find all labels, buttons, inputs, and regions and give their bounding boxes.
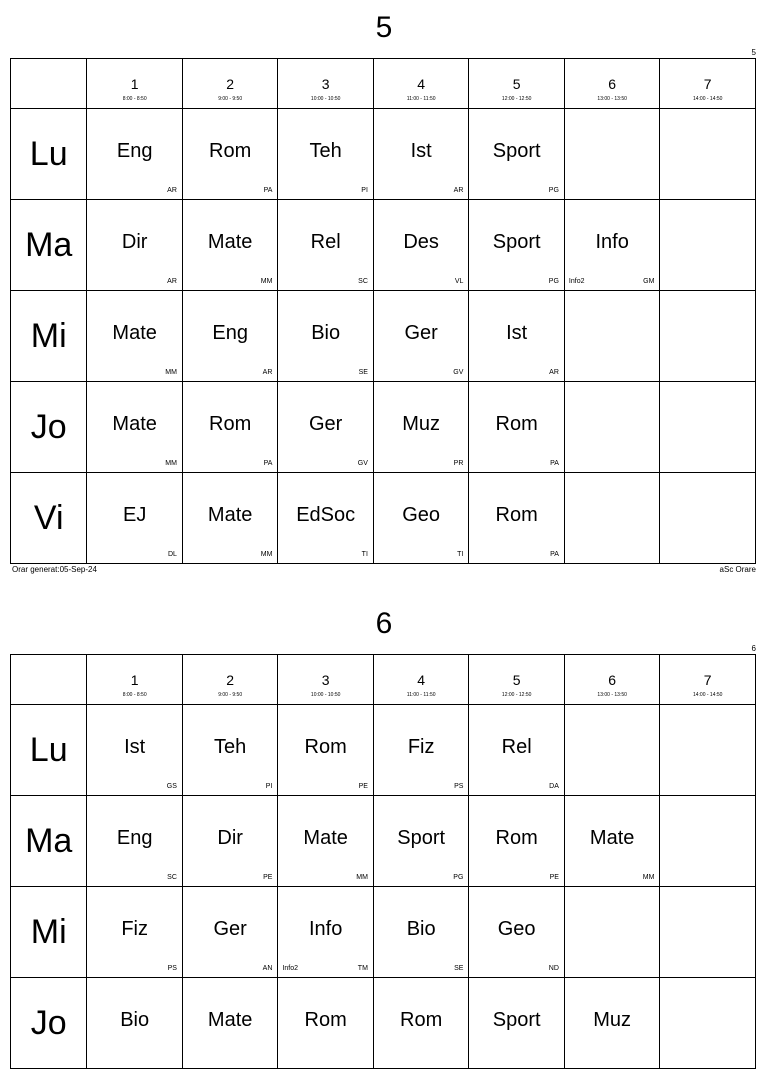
teacher-code: PG	[453, 874, 464, 881]
teacher-code: PE	[549, 874, 559, 881]
period-time: 12:00 - 12:50	[501, 96, 532, 102]
teacher-code: PG	[548, 187, 559, 194]
day-row	[11, 109, 756, 200]
day-label: Vi	[33, 499, 64, 537]
period-time: 9:00 - 9:50	[218, 692, 243, 698]
lesson-cell	[373, 382, 469, 473]
subject-label: Mate	[207, 504, 253, 526]
teacher-code: PI	[361, 187, 368, 194]
subject-label: Mate	[112, 413, 157, 435]
subject-label: Mate	[207, 1009, 253, 1031]
lesson-cell	[373, 473, 469, 564]
period-header	[182, 655, 278, 705]
teacher-code: PA	[263, 187, 273, 194]
period-header	[660, 655, 756, 705]
teacher-code: SE	[358, 369, 368, 376]
day-label: Lu	[29, 731, 68, 769]
timetable-title: 6	[375, 607, 393, 640]
generated-date-footer: Orar generat:05-Sep-24	[12, 565, 97, 574]
day-row	[11, 473, 756, 564]
teacher-code: MM	[260, 551, 273, 558]
period-time: 14:00 - 14:50	[692, 96, 723, 102]
period-header	[564, 655, 660, 705]
lesson-cell	[564, 978, 660, 1069]
lesson-cell	[182, 109, 278, 200]
lesson-cell	[564, 200, 660, 291]
lesson-cell	[564, 705, 660, 796]
subject-label: Bio	[406, 918, 436, 940]
period-number: 1	[130, 76, 139, 92]
lesson-cell	[278, 200, 374, 291]
subject-label: Mate	[207, 231, 253, 253]
lesson-cell	[182, 473, 278, 564]
timetable-grid	[10, 58, 756, 564]
period-number: 6	[608, 672, 617, 688]
lesson-cell	[564, 796, 660, 887]
timetable-title: 5	[375, 11, 393, 44]
timetable-corner-label: 5	[751, 48, 756, 57]
lesson-cell	[278, 705, 374, 796]
lesson-cell	[660, 705, 756, 796]
lesson-cell	[182, 705, 278, 796]
day-row	[11, 291, 756, 382]
teacher-code: GM	[643, 278, 655, 285]
period-number: 4	[417, 76, 426, 92]
period-time: 11:00 - 11:50	[406, 96, 436, 102]
lesson-cell	[660, 382, 756, 473]
lesson-cell	[660, 200, 756, 291]
lesson-cell	[469, 705, 565, 796]
period-header	[278, 655, 374, 705]
day-cell	[11, 887, 87, 978]
lesson-cell	[373, 978, 469, 1069]
teacher-code: PA	[550, 460, 559, 467]
lesson-cell	[660, 978, 756, 1069]
lesson-cell	[87, 705, 183, 796]
lesson-cell	[373, 109, 469, 200]
subject-label: Ist	[124, 736, 146, 758]
subject-label: Geo	[497, 918, 536, 940]
subject-label: Muz	[593, 1009, 632, 1031]
day-row	[11, 200, 756, 291]
subject-label: Ger	[213, 918, 247, 940]
period-header	[469, 655, 565, 705]
group-label: Info2	[568, 278, 585, 285]
day-label: Mi	[30, 317, 67, 355]
day-cell	[11, 382, 87, 473]
lesson-cell	[278, 796, 374, 887]
lesson-cell	[660, 473, 756, 564]
subject-label: EdSoc	[296, 504, 356, 526]
subject-label: Rel	[310, 231, 341, 253]
period-time: 8:00 - 8:50	[122, 96, 147, 102]
teacher-code: PI	[265, 783, 273, 790]
lesson-cell	[469, 200, 565, 291]
group-label: Info2	[282, 965, 298, 972]
lesson-cell	[278, 473, 374, 564]
teacher-code: ND	[548, 965, 559, 972]
teacher-code: AR	[167, 278, 177, 285]
lesson-cell	[182, 978, 278, 1069]
teacher-code: GV	[357, 460, 368, 467]
grid-corner-cell	[11, 59, 87, 109]
subject-label: Rom	[209, 413, 252, 435]
software-credit-footer: aSc Orare	[719, 565, 756, 574]
subject-label: Rom	[495, 827, 538, 849]
subject-label: Des	[403, 231, 439, 253]
lesson-cell	[87, 109, 183, 200]
subject-label: Rom	[495, 504, 538, 526]
lesson-cell	[469, 109, 565, 200]
teacher-code: VL	[454, 278, 464, 285]
lesson-cell	[278, 382, 374, 473]
subject-label: Dir	[121, 231, 148, 253]
subject-label: Sport	[492, 231, 541, 253]
teacher-code: DL	[167, 551, 177, 558]
lesson-cell	[373, 200, 469, 291]
teacher-code: AN	[262, 965, 273, 972]
subject-label: Rom	[209, 140, 252, 162]
lesson-cell	[469, 291, 565, 382]
teacher-code: SE	[454, 965, 464, 972]
day-label: Jo	[30, 1004, 67, 1042]
subject-label: Rel	[501, 736, 532, 758]
period-header	[660, 59, 756, 109]
teacher-code: TI	[361, 551, 368, 558]
teacher-code: AR	[453, 187, 464, 194]
period-number: 1	[130, 672, 139, 688]
lesson-cell	[469, 796, 565, 887]
teacher-code: SC	[167, 874, 177, 881]
subject-label: Rom	[304, 1009, 347, 1031]
day-row	[11, 796, 756, 887]
period-time: 9:00 - 9:50	[218, 96, 243, 102]
day-row	[11, 887, 756, 978]
day-cell	[11, 978, 87, 1069]
lesson-cell	[564, 382, 660, 473]
teacher-code: AR	[549, 369, 559, 376]
lesson-cell	[373, 291, 469, 382]
subject-label: Sport	[397, 827, 446, 849]
lesson-cell	[660, 291, 756, 382]
teacher-code: PA	[263, 460, 273, 467]
period-number: 3	[321, 672, 330, 688]
period-number: 7	[703, 76, 712, 92]
lesson-cell	[660, 887, 756, 978]
subject-label: Bio	[120, 1009, 150, 1031]
period-header	[373, 59, 469, 109]
teacher-code: SC	[358, 278, 368, 285]
period-time: 8:00 - 8:50	[122, 692, 147, 698]
period-time: 10:00 - 10:50	[310, 692, 341, 698]
day-cell	[11, 796, 87, 887]
lesson-cell	[469, 978, 565, 1069]
teacher-code: PS	[454, 783, 464, 790]
subject-label: Ist	[410, 140, 432, 162]
subject-label: Rom	[400, 1009, 443, 1031]
day-label: Jo	[30, 408, 67, 446]
period-header-row	[11, 655, 756, 705]
period-time: 10:00 - 10:50	[310, 96, 341, 102]
period-number: 5	[512, 672, 521, 688]
subject-label: Rom	[304, 736, 347, 758]
subject-label: Teh	[214, 736, 247, 758]
lesson-cell	[469, 887, 565, 978]
period-number: 5	[512, 76, 521, 92]
lesson-cell	[87, 200, 183, 291]
lesson-cell	[373, 796, 469, 887]
day-cell	[11, 200, 87, 291]
period-header	[182, 59, 278, 109]
subject-label: Info	[308, 918, 343, 940]
period-header	[87, 59, 183, 109]
teacher-code: MM	[165, 369, 177, 376]
teacher-code: GV	[453, 369, 464, 376]
lesson-cell	[469, 382, 565, 473]
lesson-cell	[87, 887, 183, 978]
day-label: Mi	[30, 913, 67, 951]
period-time: 13:00 - 13:50	[597, 692, 627, 698]
subject-label: Teh	[309, 140, 342, 162]
lesson-cell	[660, 109, 756, 200]
period-number: 4	[417, 672, 426, 688]
subject-label: Eng	[212, 322, 248, 344]
teacher-code: MM	[356, 874, 368, 881]
teacher-code: AR	[262, 369, 273, 376]
period-header	[564, 59, 660, 109]
lesson-cell	[564, 887, 660, 978]
day-row	[11, 978, 756, 1069]
teacher-code: AR	[167, 187, 177, 194]
lesson-cell	[564, 473, 660, 564]
subject-label: Sport	[492, 1009, 541, 1031]
lesson-cell	[87, 382, 183, 473]
teacher-code: PE	[358, 783, 368, 790]
subject-label: Mate	[589, 827, 635, 849]
day-cell	[11, 473, 87, 564]
lesson-cell	[373, 705, 469, 796]
teacher-code: TM	[357, 965, 368, 972]
subject-label: Sport	[492, 140, 541, 162]
period-number: 7	[703, 672, 712, 688]
day-cell	[11, 705, 87, 796]
period-number: 6	[608, 76, 617, 92]
subject-label: Rom	[495, 413, 538, 435]
period-time: 13:00 - 13:50	[597, 96, 627, 102]
subject-label: Eng	[116, 140, 153, 162]
subject-label: Muz	[402, 413, 441, 435]
subject-label: Mate	[303, 827, 348, 849]
period-time: 11:00 - 11:50	[406, 692, 436, 698]
subject-label: Dir	[217, 827, 243, 849]
period-header	[469, 59, 565, 109]
timetable-corner-label: 6	[751, 644, 756, 653]
day-cell	[11, 291, 87, 382]
period-number: 2	[226, 672, 235, 688]
period-time: 12:00 - 12:50	[501, 692, 532, 698]
teacher-code: PS	[167, 965, 177, 972]
period-number: 2	[226, 76, 235, 92]
lesson-cell	[87, 291, 183, 382]
subject-label: Eng	[116, 827, 153, 849]
period-time: 14:00 - 14:50	[692, 692, 723, 698]
subject-label: Bio	[311, 322, 341, 344]
day-row	[11, 382, 756, 473]
teacher-code: GS	[166, 783, 177, 790]
lesson-cell	[564, 109, 660, 200]
lesson-cell	[182, 200, 278, 291]
period-number: 3	[321, 76, 330, 92]
subject-label: Ger	[404, 322, 438, 344]
lesson-cell	[278, 978, 374, 1069]
period-header	[278, 59, 374, 109]
subject-label: Ist	[506, 322, 528, 344]
period-header	[373, 655, 469, 705]
teacher-code: TI	[457, 551, 464, 558]
teacher-code: DA	[549, 783, 559, 790]
lesson-cell	[182, 887, 278, 978]
grid-corner-cell	[11, 655, 87, 705]
period-header-row	[11, 59, 756, 109]
subject-label: Mate	[112, 322, 157, 344]
teacher-code: PE	[263, 874, 273, 881]
lesson-cell	[278, 109, 374, 200]
day-row	[11, 705, 756, 796]
subject-label: Fiz	[407, 736, 435, 758]
subject-label: Geo	[402, 504, 441, 526]
day-label: Ma	[25, 226, 73, 264]
teacher-code: MM	[260, 278, 273, 285]
day-label: Ma	[25, 822, 73, 860]
lesson-cell	[660, 796, 756, 887]
subject-label: Ger	[308, 413, 343, 435]
lesson-cell	[278, 887, 374, 978]
lesson-cell	[182, 796, 278, 887]
lesson-cell	[373, 887, 469, 978]
teacher-code: PA	[550, 551, 559, 558]
subject-label: Info	[595, 231, 629, 253]
day-label: Lu	[29, 135, 68, 173]
lesson-cell	[87, 473, 183, 564]
lesson-cell	[182, 382, 278, 473]
lesson-cell	[564, 291, 660, 382]
teacher-code: MM	[165, 460, 177, 467]
lesson-cell	[87, 796, 183, 887]
teacher-code: PG	[548, 278, 559, 285]
period-header	[87, 655, 183, 705]
lesson-cell	[87, 978, 183, 1069]
subject-label: Fiz	[121, 918, 148, 940]
teacher-code: PR	[453, 460, 464, 467]
teacher-code: MM	[642, 874, 655, 881]
day-cell	[11, 109, 87, 200]
subject-label: EJ	[122, 504, 147, 526]
timetable-grid	[10, 654, 756, 1069]
lesson-cell	[182, 291, 278, 382]
lesson-cell	[469, 473, 565, 564]
lesson-cell	[278, 291, 374, 382]
